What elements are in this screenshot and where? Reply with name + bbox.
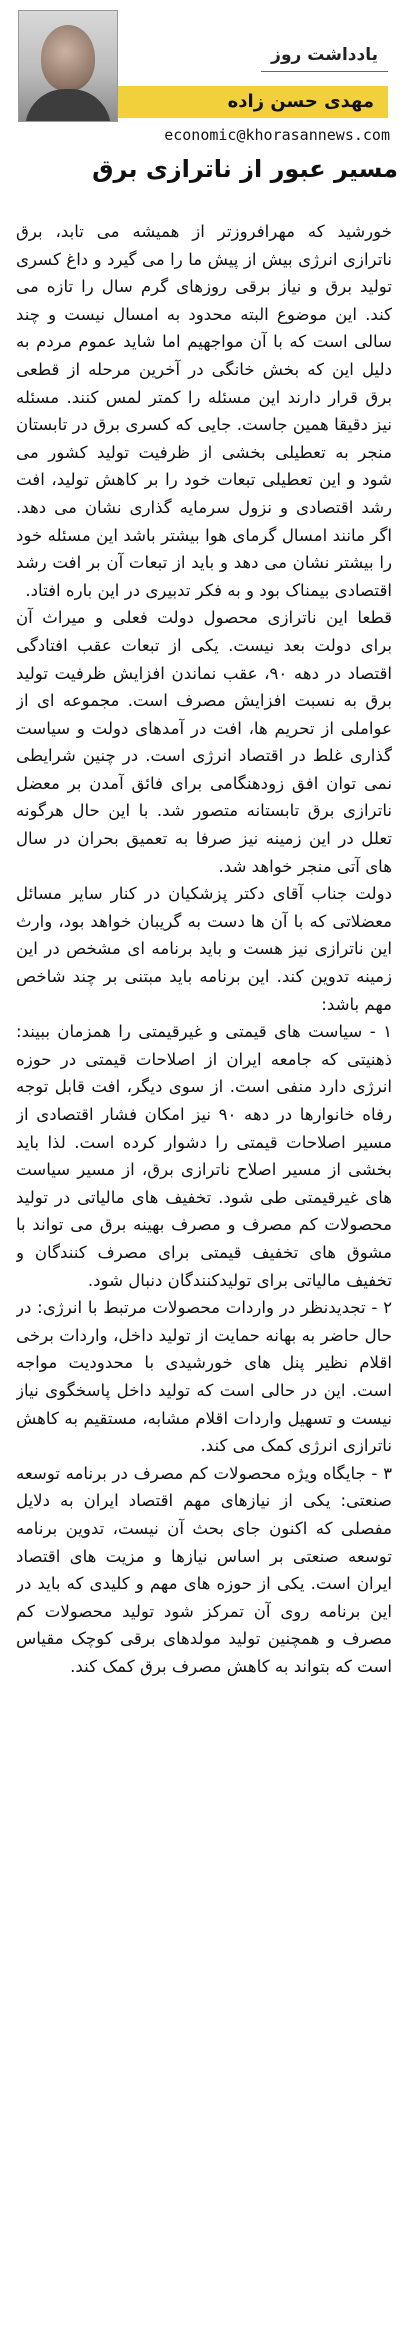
author-name-bar: [118, 86, 388, 118]
column-name-text: یادداشت روز: [271, 45, 378, 65]
author-name: مهدی حسن زاده: [227, 91, 374, 112]
author-photo: [18, 10, 118, 122]
article-title: مسیر عبور از ناترازی برق: [92, 155, 398, 183]
paragraph-government: دولت جناب آقای دکتر پزشکیان در کنار سایر مسائل معضلاتی که با آن ها دست به گریبان خواهد بود، وارث این ناترازی نیز هست و باید برنامه ای مشخص در این زمینه تدوین کند. این برنامه باید مبتنی بر چند شاخص مهم باشد:: [16, 884, 392, 1014]
author-email[interactable]: economic@khorasannews.com: [164, 126, 390, 144]
column-header: [0, 0, 406, 150]
paragraph-legacy: قطعا این ناترازی محصول دولت فعلی و میراث آن برای دولت بعد نیست. یکی از تبعات عقب افتادگی اقتصاد در دهه ۹۰، عقب نماندن افزایش ظرفیت تولید برق به نسبت افزایش مصرف است. مجموعه ای از عواملی از تحریم ها، افت در آمدهای دولت و سیاست گذاری غلط در اقتصاد انرژی است. در چنین شرایطی نمی توان افق زودهنگامی برای فائق آمدن بر معضل ناترازی برق تابستانه متصور شد. با این حال هرگونه تعلل در این زمینه نیز صرفا به تعمیق بحران در سال های آتی منجر خواهد شد.: [16, 608, 392, 876]
paragraph-point-1: ۱ - سیاست های قیمتی و غیرقیمتی را همزمان ببیند: ذهنیتی که جامعه ایران از اصلاحات قیمتی در حوزه انرژی دارد منفی است. از سوی دیگر، افت قابل توجه رفاه خانوارها در دهه ۹۰ نیز امکان فشار اقتصادی از مسیر اصلاحات قیمتی را دشوار کرده است. لذا باید بخشی از مسیر اصلاح ناترازی برق، از مسیر سیاست های غیرقیمتی طی شود. تخفیف های مالیاتی در تولید محصولات کم مصرف و مصرف بهینه برق می تواند با مشوق های تخفیف قیمتی برای مصرف کنندگان و تخفیف مالیاتی برای تولیدکنندگان دنبال شود.: [16, 1022, 392, 1290]
column-name: [261, 40, 388, 70]
author-photo-head: [41, 25, 95, 91]
paragraph-point-3: ۳ - جایگاه ویژه محصولات کم مصرف در برنامه توسعه صنعتی: یکی از نیازهای مهم اقتصاد ایران به دلایل مفصلی که اکنون جای بحث آن نیست، تدوین برنامه توسعه صنعتی بر اساس نیازها و مزیت های اقتصاد ایران است. یکی از حوزه های مهم و کلیدی که باید در این برنامه روی آن تمرکز شود تولید محصولات کم مصرف و همچنین تولید مولدهای برقی کوچک مقیاس است که بتواند به کاهش مصرف برق کمک کند.: [16, 1463, 392, 1676]
paragraph-point-2: ۲ - تجدیدنظر در واردات محصولات مرتبط با انرژی: در حال حاضر به بهانه حمایت از تولید داخل، واردات برخی اقلام نظیر پنل های خورشیدی با محدودیت مواجه است. این در حالی است که تولید داخل پاسخگوی نیاز نیست و تسهیل واردات اقلام مشابه، مستقیم به کاهش ناترازی انرژی کمک می کند.: [16, 1298, 392, 1456]
article-body: [16, 218, 392, 2346]
column-name-underline: [261, 71, 388, 72]
author-photo-shoulders: [25, 89, 111, 122]
paragraph-intro: خورشید که مهرافروزتر از همیشه می تابد، برق ناترازی انرژی بیش از پیش ما را می گیرد و داغ کسری تولید برق و نیاز برقی روزهای گرم سال را تازه می کند. این موضوع البته محدود به امسال نیست و چند سالی است که با آن مواجهیم اما شاید عموم مردم به دلیل این که بخش خانگی در آخرین مرحله از قطعی برق قرار دارند این مسئله را کمتر لمس کنند. مسئله نیز دقیقا همین جاست. جایی که کسری برق در تابستان منجر به تعطیلی بخشی از ظرفیت تولید کشور می شود و این تعطیلی تبعات خود را بر کاهش تولید، افت رشد اقتصادی و نزول سرمایه گذاری نشان می دهد. اگر مانند امسال گرمای هوا بیشتر باشد این مسئله خود را بیشتر نشان می دهد و باید از تبعات آن بر افت رشد اقتصادی بیمناک بود و به فکر تدبیری در این باره افتاد.: [16, 222, 392, 600]
